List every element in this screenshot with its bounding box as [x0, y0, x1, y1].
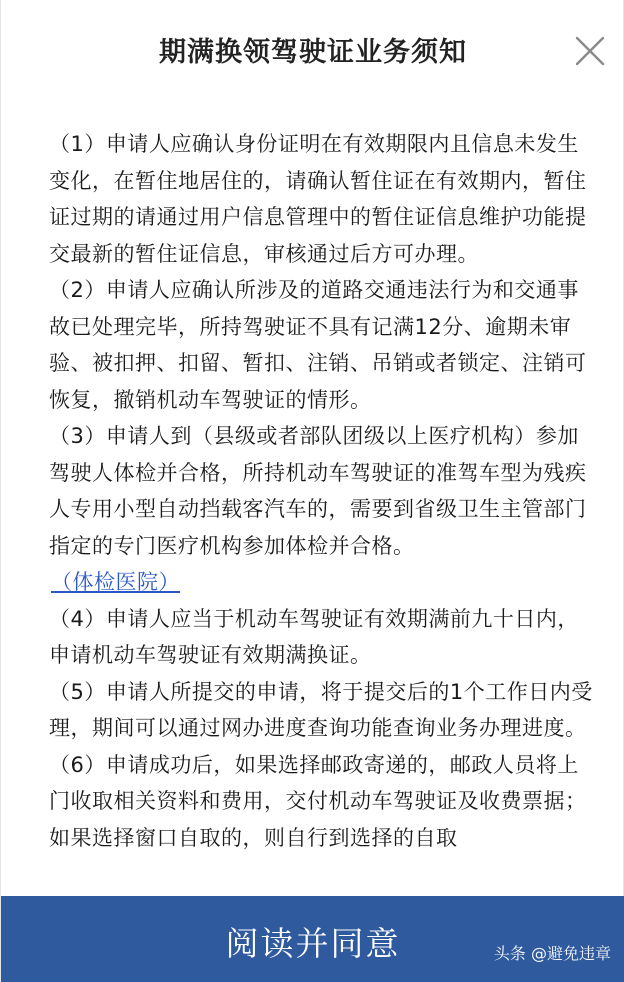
- notice-content[interactable]: [49, 126, 593, 896]
- dialog-header: [1, 0, 624, 100]
- notice-paragraph-1: （1）申请人应确认身份证明在有效期限内且信息未发生变化，在暂住地居住的，请确认暂住证在有效期内，暂住证过期的请通过用户信息管理中的暂住证信息维护功能提交最新的暂住证信息，审核通过后方可办理。: [49, 132, 587, 266]
- watermark-text: 头条 @避免违章: [493, 944, 611, 963]
- dialog-title: 期满换领驾驶证业务须知: [159, 37, 467, 68]
- agree-button[interactable]: [1, 896, 624, 982]
- agree-button-label: 阅读并同意: [225, 924, 401, 963]
- hospital-link[interactable]: （体检医院）: [51, 570, 180, 594]
- notice-paragraph-5: （5）申请人所提交的申请，将于提交后的1个工作日内受理，期间可以通过网办进度查询功能查询业务办理进度。: [49, 679, 593, 740]
- close-icon-graphic: [573, 34, 607, 68]
- close-icon[interactable]: [573, 34, 607, 68]
- notice-paragraph-4: （4）申请人应当于机动车驾驶证有效期满前九十日内，申请机动车驾驶证有效期满换证。: [49, 606, 579, 667]
- hospital-link-line: [49, 564, 593, 601]
- notice-paragraph-2: （2）申请人应确认所涉及的道路交通违法行为和交通事故已处理完毕，所持驾驶证不具有记满12分、逾期未审验、被扣押、扣留、暂扣、注销、吊销或者锁定、注销可恢复，撤销机动车驾驶证的情形。: [49, 278, 587, 412]
- notice-paragraph-6: （6）申请成功后，如果选择邮政寄递的，邮政人员将上门收取相关资料和费用，交付机动车驾驶证及收费票据；如果选择窗口自取的，则自行到选择的自取: [49, 752, 587, 850]
- notice-paragraph-3: （3）申请人到（县级或者部队团级以上医疗机构）参加驾驶人体检并合格，所持机动车驾驶证的准驾车型为残疾人专用小型自动挡载客汽车的，需要到省级卫生主管部门指定的专门医疗机构参加体检并合格。: [49, 424, 587, 558]
